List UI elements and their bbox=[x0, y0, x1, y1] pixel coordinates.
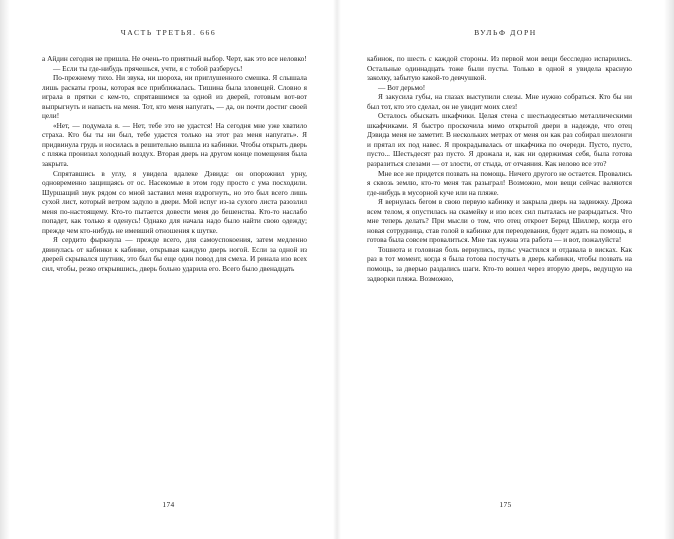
paragraph: кабинок, по шесть с каждой стороны. Из первой мои вещи бесследно испарились. Остальные одиннадцать тоже были пусты. Только в одной я увидела красную заколку, забытую какой-то девчушкой. bbox=[367, 54, 632, 83]
left-page-text-column bbox=[42, 54, 307, 483]
left-running-head: ЧАСТЬ ТРЕТЬЯ. 666 bbox=[120, 28, 217, 37]
right-page-number: 175 bbox=[499, 500, 512, 509]
left-page-number: 174 bbox=[162, 500, 175, 509]
right-page bbox=[337, 0, 674, 539]
paragraph: По-прежнему тихо. Ни звука, ни шороха, ни приглушенного смешка. Я слышала лишь раскаты грозы, которая все приближалась. Тишина была зловещей. Словно я играла в прятки с кем-то, спрятавшимся за одной из дверей, готовым вот-вот выпрыгнуть и напасть на меня. Тот, кто меня напугать, — да, он почти достиг своей цели! bbox=[42, 73, 307, 121]
paragraph: «Нет, — подумала я. — Нет, тебе это не удастся! На сегодня мне уже хватило страха. Кто бы ты ни был, тебе удастся только на этот раз меня напугать». Я придвинула грудь и носилась в решительно вышла из кабинки. Чтобы открыть дверь с пляжа пронизал холодный воздух. Вторая дверь на другом конце помещения была закрыта. bbox=[42, 120, 307, 169]
paragraph: — Если ты где-нибудь прячешься, учти, я с тобой разберусь! bbox=[53, 63, 243, 73]
paragraph: Тошнота и головная боль вернулись, пульс участился и отдавала в висках. Как раз в тот момент, когда я была готова постучать в дверь кабинки, чтобы позвать на помощь, за дверью раздались шаги. Кто-то вошел через вторую дверь, ведущую на задворки пляжа. Возможно, bbox=[367, 244, 632, 283]
paragraph: Я закусила губы, на глазах выступили слезы. Мне нужно собраться. Кто бы ни был тот, кто это сделал, он не увидит моих слез! bbox=[367, 92, 632, 111]
paragraph: Я вернулась бегом в свою первую кабинку и закрыла дверь на задвижку. Дрожа всем телом, я опустилась на скамейку и изо всех сил пыталась не разрыдаться. Что мне теперь делать? При мысли о том, что отец откроет Бернд Шиллер, когда его новая сотрудница, став голой в кабинке для переодевания, будет ждать на помощь, я готова была совсем провалиться. Мне так нужна эта работа — и вот, пожалуйста! bbox=[367, 197, 632, 245]
paragraph: Мне все же придется позвать на помощь. Ничего другого не остается. Провались я сквозь землю, кто-то меня так разыграл! Возможно, мои вещи сейчас валяются где-нибудь в мусорной куче или на пляже. bbox=[367, 168, 632, 197]
paragraph: а Айдин сегодня не пришла. Не очень-то приятный выбор. Черт, как это все неловко! bbox=[42, 54, 307, 63]
paragraph: Я сердито фыркнула — прежде всего, для самоуспокоения, затем медленно двинулась от кабинки к кабинке, открывая каждую дверь ногой. Если за одной из дверей скрывался шутник, это был бы еще один повод для смеха. И ринала изо всех сил, чтобы, резко открывшись, дверь больно ударила его. Всего было двенадцать bbox=[42, 235, 307, 274]
right-page-text-column bbox=[367, 54, 632, 483]
right-running-head: ВУЛЬФ ДОРН bbox=[474, 28, 537, 37]
paragraph: Осталось обыскать шкафчики. Целая стена с шестьюдесятью металлическими шкафчиками. Я быстро проскочила мимо открытой двери в надежде, что отец Дэвида меня не заметит. В нескольких метрах от меня он как раз собирал шезлонги и прятал их под навес. Я прокрадывалась от шкафчика по очереди. Пусто, пусто, пусто... Шестьдесят раз пусто. Я дрожала и, как ни одержимая себя, была готова разразиться слезами — от злости, от стыда, от отчаяния. Как нелово все это? bbox=[367, 111, 632, 169]
paragraph: Спрятавшись в углу, я увидела вдалеке Дэвида: он опорожнил урну, одновременно защищаясь от ос. Насекомые в этом году просто с ума посходили. Шуршащий звук рядом со мной заставил меня вздрогнуть, но это был всего лишь сухой лист, который ветром задуло в двери. Мой испуг из-за сухого листа разозлил меня по-настоящему. Кто-то пытается довести меня до бешенства. Кто-то наслабо попадет, как только я оденусь! Однако для начала надо было найти свою одежду; прежде чем кто-нибудь не имевший отношения к шутке. bbox=[42, 168, 307, 235]
paragraph: — Вот дерьмо! bbox=[378, 82, 426, 92]
